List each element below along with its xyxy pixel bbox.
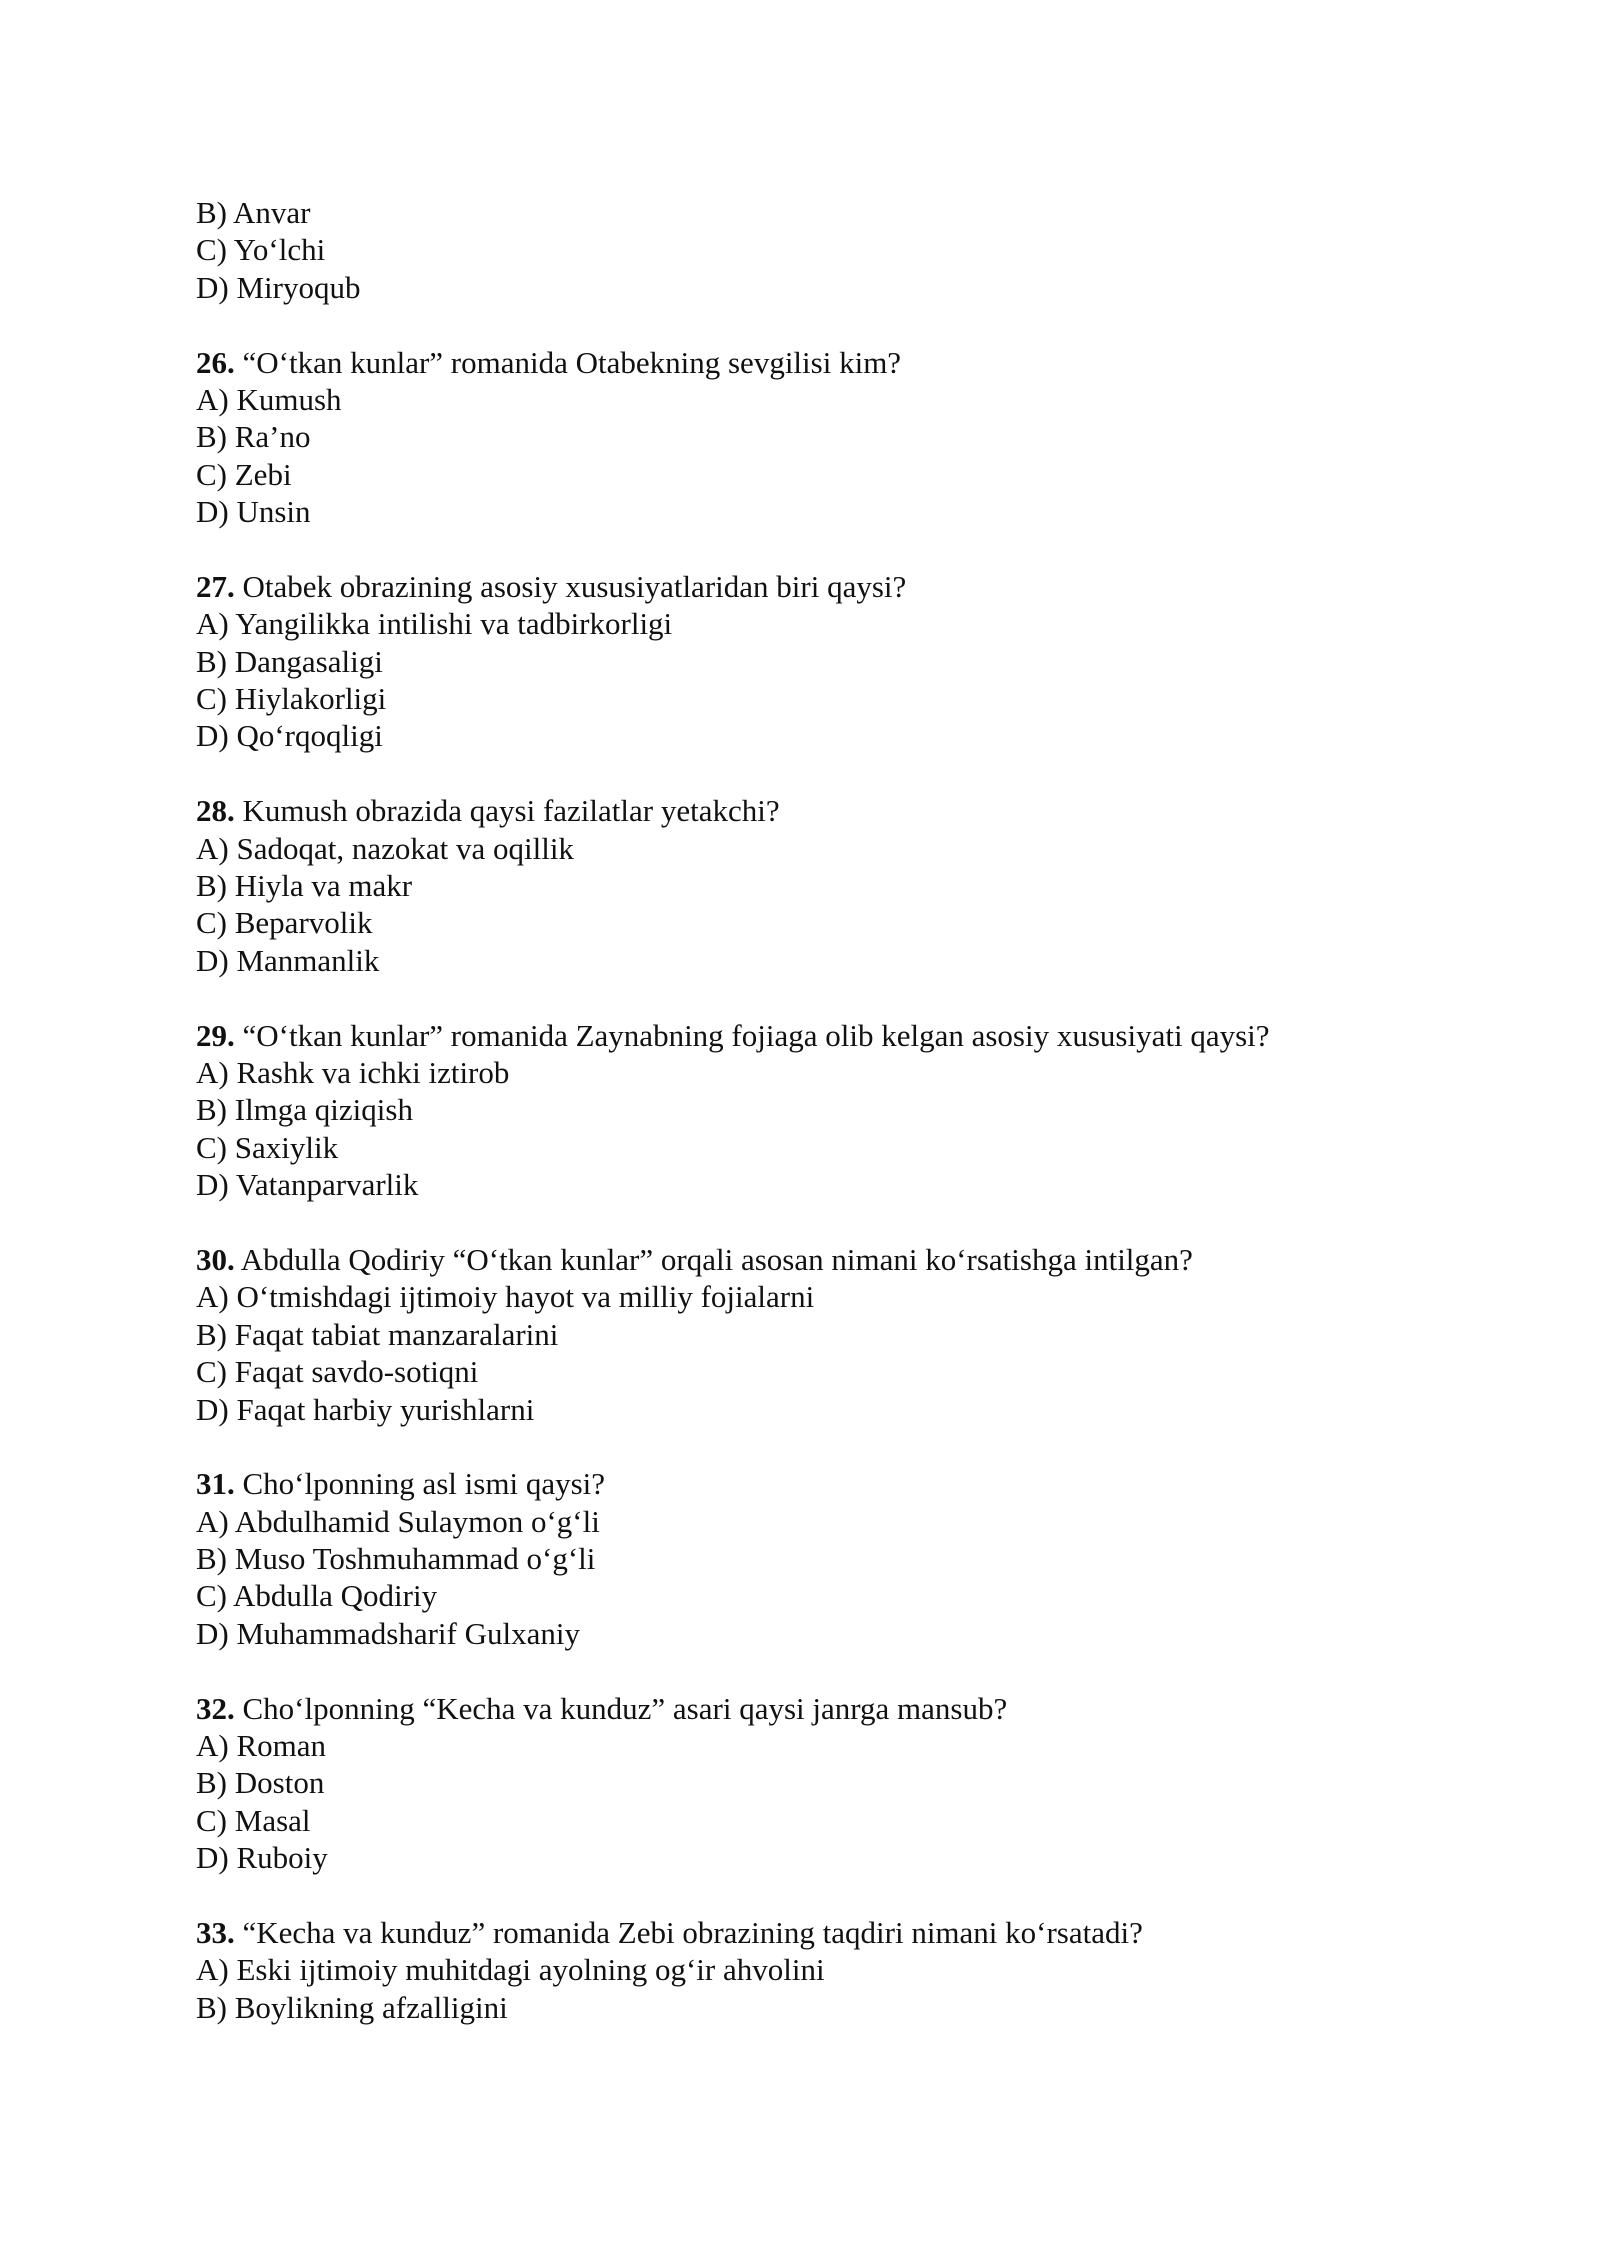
option: B) Dangasaligi bbox=[196, 643, 383, 679]
question-27 bbox=[196, 568, 1446, 605]
quiz-content bbox=[196, 194, 1446, 2026]
question-29 bbox=[196, 1017, 1446, 1054]
question-text: Abdulla Qodiriy “O‘tkan kunlar” orqali asosan nimani ko‘rsatishga intilgan? bbox=[234, 1241, 1193, 1277]
option: C) Yo‘lchi bbox=[196, 232, 326, 268]
question-number: 27. bbox=[196, 568, 235, 604]
question-26 bbox=[196, 344, 1446, 381]
spacer bbox=[196, 1877, 1446, 1914]
option: B) Muso Toshmuhammad o‘g‘li bbox=[196, 1541, 596, 1577]
option: B) Ilmga qiziqish bbox=[196, 1092, 413, 1128]
question-text: “O‘tkan kunlar” romanida Otabekning sevgilisi kim? bbox=[234, 344, 902, 380]
option: A) Eski ijtimoiy muhitdagi ayolning og‘ir ahvolini bbox=[196, 1952, 825, 1988]
option: C) Abdulla Qodiriy bbox=[196, 1578, 438, 1614]
option: A) Kumush bbox=[196, 381, 342, 417]
spacer bbox=[196, 755, 1446, 792]
question-number: 33. bbox=[196, 1914, 235, 1950]
spacer bbox=[196, 1204, 1446, 1241]
question-text: “Kecha va kunduz” romanida Zebi obrazining taqdiri nimani ko‘rsatadi? bbox=[234, 1914, 1143, 1950]
option: D) Unsin bbox=[196, 494, 311, 530]
question-text: Cho‘lponning asl ismi qaysi? bbox=[234, 1466, 606, 1502]
option: C) Hiylakorligi bbox=[196, 681, 387, 717]
spacer bbox=[196, 531, 1446, 568]
option: A) Abdulhamid Sulaymon o‘g‘li bbox=[196, 1503, 600, 1539]
spacer bbox=[196, 979, 1446, 1016]
question-text: Kumush obrazida qaysi fazilatlar yetakchi? bbox=[234, 793, 780, 829]
spacer bbox=[196, 306, 1446, 343]
question-32 bbox=[196, 1690, 1446, 1727]
option: C) Zebi bbox=[196, 456, 292, 492]
option: B) Ra’no bbox=[196, 419, 311, 455]
option: A) O‘tmishdagi ijtimoiy hayot va milliy fojialarni bbox=[196, 1279, 815, 1315]
question-number: 32. bbox=[196, 1690, 235, 1726]
question-31 bbox=[196, 1465, 1446, 1502]
option: C) Beparvolik bbox=[196, 905, 373, 941]
option: D) Faqat harbiy yurishlarni bbox=[196, 1391, 535, 1427]
question-number: 28. bbox=[196, 793, 235, 829]
question-number: 29. bbox=[196, 1017, 235, 1053]
option: A) Roman bbox=[196, 1728, 327, 1764]
option: B) Boylikning afzalligini bbox=[196, 1989, 508, 2025]
question-text: Otabek obrazining asosiy xususiyatlaridan biri qaysi? bbox=[234, 568, 907, 604]
option: A) Yangilikka intilishi va tadbirkorligi bbox=[196, 606, 673, 642]
question-30 bbox=[196, 1241, 1446, 1278]
option: B) Faqat tabiat manzaralarini bbox=[196, 1316, 559, 1352]
question-text: Cho‘lponning “Kecha va kunduz” asari qaysi janrga mansub? bbox=[234, 1690, 1008, 1726]
option: A) Rashk va ichki iztirob bbox=[196, 1054, 510, 1090]
question-28 bbox=[196, 792, 1446, 829]
option: A) Sadoqat, nazokat va oqillik bbox=[196, 830, 574, 866]
option: B) Hiyla va makr bbox=[196, 868, 413, 904]
option: C) Masal bbox=[196, 1802, 311, 1838]
option: D) Manmanlik bbox=[196, 942, 380, 978]
option: D) Muhammadsharif Gulxaniy bbox=[196, 1615, 580, 1651]
question-text: “O‘tkan kunlar” romanida Zaynabning fojiaga olib kelgan asosiy xususiyati qaysi? bbox=[234, 1017, 1270, 1053]
question-33 bbox=[196, 1914, 1446, 1951]
option: D) Miryoqub bbox=[196, 269, 361, 305]
spacer bbox=[196, 1428, 1446, 1465]
option: C) Faqat savdo-sotiqni bbox=[196, 1354, 479, 1390]
option: B) Doston bbox=[196, 1765, 325, 1801]
option: D) Vatanparvarlik bbox=[196, 1167, 419, 1203]
question-number: 26. bbox=[196, 344, 235, 380]
option: B) Anvar bbox=[196, 195, 311, 230]
question-number: 30. bbox=[196, 1241, 235, 1277]
question-number: 31. bbox=[196, 1466, 235, 1502]
option: D) Qo‘rqoqligi bbox=[196, 718, 383, 754]
option: D) Ruboiy bbox=[196, 1840, 328, 1876]
option: C) Saxiylik bbox=[196, 1129, 339, 1165]
spacer bbox=[196, 1652, 1446, 1689]
